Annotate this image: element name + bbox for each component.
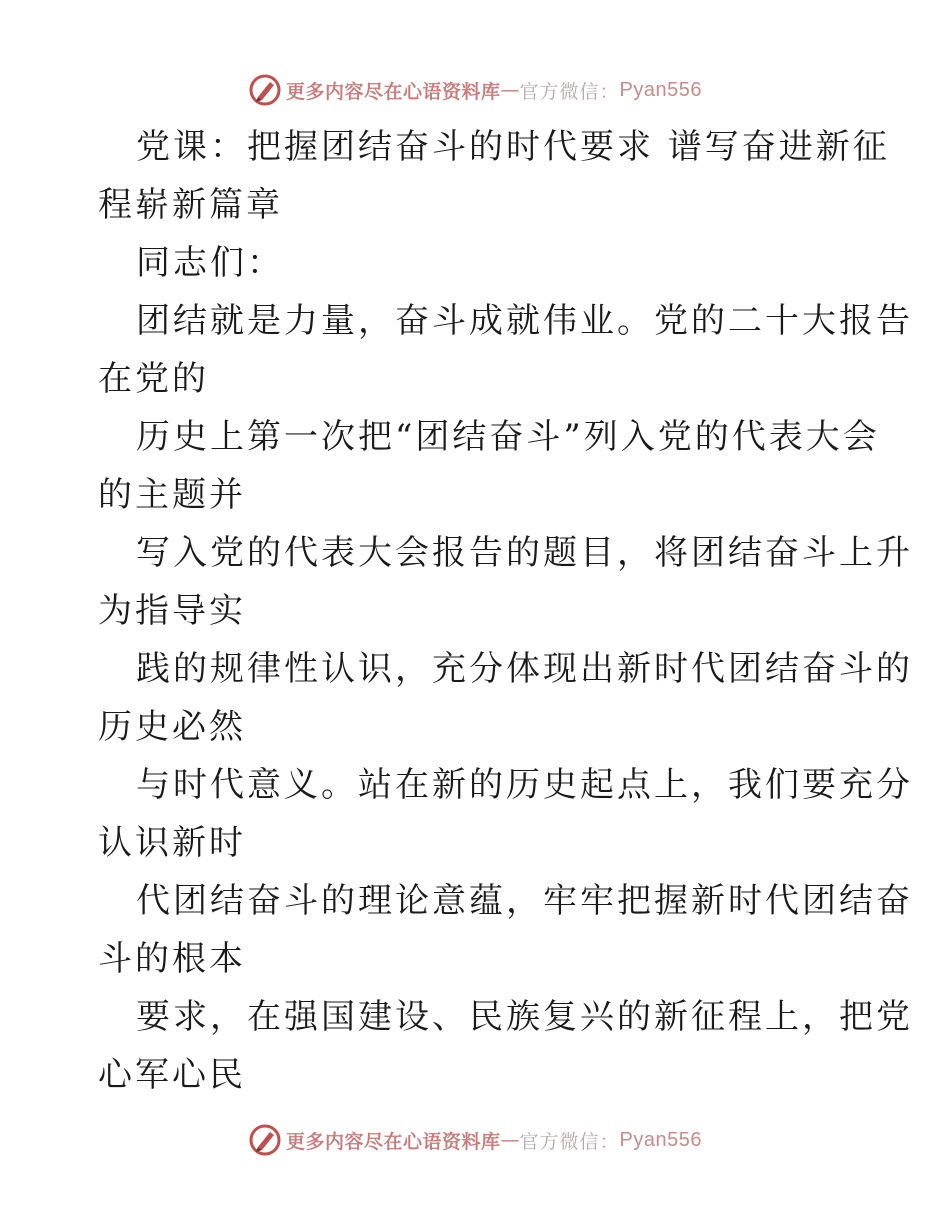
document-line: 的主题并 — [98, 475, 246, 515]
watermark-wechat-label: 官方微信： — [519, 1130, 620, 1153]
document-line: 写入党的代表大会报告的题目，将团结奋斗上升 — [136, 533, 913, 573]
document-line: 历史必然 — [98, 707, 246, 747]
document-line: 历史上第一次把“团结奋斗”列入党的代表大会 — [136, 417, 880, 457]
document-body — [98, 118, 913, 1104]
watermark-wechat-id: Pyan556 — [619, 78, 702, 101]
document-line: 团结就是力量，奋斗成就伟业。党的二十大报告 — [136, 301, 913, 341]
document-line: 为指导实 — [98, 591, 246, 631]
document-line: 在党的 — [98, 359, 209, 399]
document-line: 践的规律性认识，充分体现出新时代团结奋斗的 — [136, 649, 913, 689]
pen-logo-icon — [248, 1123, 282, 1157]
pen-logo-icon — [248, 73, 282, 107]
document-line: 斗的根本 — [98, 939, 246, 979]
document-line: 代团结奋斗的理论意蕴，牢牢把握新时代团结奋 — [136, 881, 913, 921]
document-line: 同志们： — [136, 243, 284, 283]
document-line: 要求，在强国建设、民族复兴的新征程上，把党 — [136, 997, 913, 1037]
document-line: 心军心民 — [98, 1055, 246, 1095]
watermark-separator: — — [500, 79, 520, 101]
watermark-separator: — — [500, 1129, 520, 1151]
document-line: 与时代意义。站在新的历史起点上，我们要充分 — [136, 765, 913, 805]
watermark-wechat-id: Pyan556 — [619, 1128, 702, 1151]
document-line: 程崭新篇章 — [98, 185, 283, 225]
footer-watermark — [0, 1120, 950, 1160]
document-line: 认识新时 — [98, 823, 246, 863]
header-watermark — [0, 70, 950, 110]
watermark-brand-text: 更多内容尽在心语资料库 — [286, 1130, 501, 1153]
watermark-wechat-label: 官方微信： — [519, 80, 620, 103]
watermark-brand-text: 更多内容尽在心语资料库 — [286, 80, 501, 103]
document-line: 党课：把握团结奋斗的时代要求 谱写奋进新征 — [136, 127, 890, 167]
